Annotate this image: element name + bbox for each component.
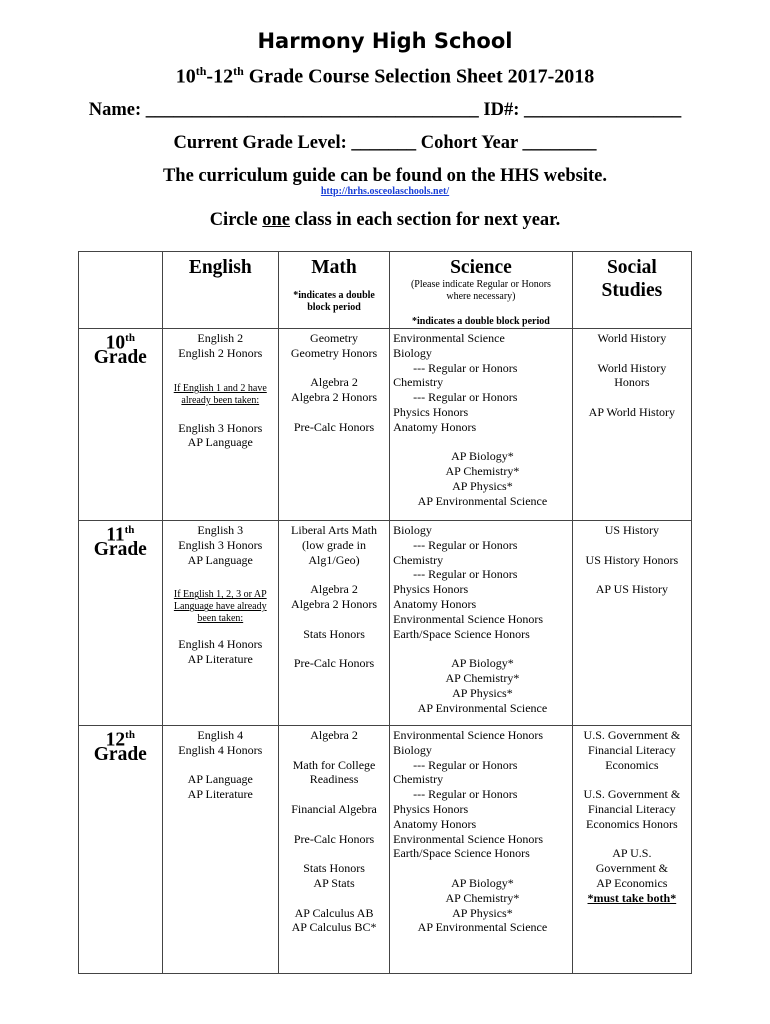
grade-row-11	[79, 521, 692, 726]
english-options-10[interactable]: English 2 English 2 Honors If English 1 and 2 have already been taken: English 3 Honors AP Language	[162, 329, 278, 521]
math-options-11[interactable]: Liberal Arts Math (low grade in Alg1/Geo) Algebra 2 Algebra 2 Honors Stats Honors Pre-Calc Honors	[278, 521, 389, 726]
science-options-12[interactable]: Environmental Science Honors Biology --- Regular or Honors Chemistry --- Regular or Honors Physics Honors Anatomy Honors Environmental Science Honors Earth/Space Science Honors AP Biology* AP Chemistry* AP Physics* AP Environmental Science	[390, 726, 573, 974]
science-options-11[interactable]: Biology --- Regular or Honors Chemistry --- Regular or Honors Physics Honors Anatomy Honors Environmental Science Honors Earth/Space Science Honors AP Biology* AP Chemistry* AP Physics* AP Environmental Science	[390, 521, 573, 726]
instruction-line: Circle one class in each section for next year.	[209, 210, 561, 230]
name-id-line[interactable]: Name: ____________________________________ ID#: _________________	[88, 100, 682, 120]
social-options-12[interactable]: U.S. Government & Financial Literacy Economics U.S. Government & Financial Literacy Economics Honors AP U.S. Government & AP Economics *must take both*	[572, 726, 691, 974]
header-english: English	[162, 252, 278, 329]
header-math: Math *indicates a double block period	[278, 252, 389, 329]
must-take-both-note: *must take both*	[587, 890, 677, 905]
social-options-11[interactable]: US History US History Honors AP US History	[572, 521, 691, 726]
header-science: Science (Please indicate Regular or Honors where necessary) *indicates a double block period	[390, 252, 573, 329]
table-header-row	[79, 252, 692, 329]
grade-cohort-line[interactable]: Current Grade Level: _______ Cohort Year ________	[173, 133, 597, 153]
english-options-11[interactable]: English 3 English 3 Honors AP Language If English 1, 2, 3 or AP Language have already been taken: English 4 Honors AP Literature	[162, 521, 278, 726]
course-table	[78, 251, 692, 974]
science-options-10[interactable]: Environmental Science Biology --- Regular or Honors Chemistry --- Regular or Honors Physics Honors Anatomy Honors AP Biology* AP Chemistry* AP Physics* AP Environmental Science	[390, 329, 573, 521]
website-link-wrap	[0, 186, 770, 197]
curriculum-guide-note: The curriculum guide can be found on the HHS website.	[162, 166, 608, 186]
sheet-title: 10th-12th Grade Course Selection Sheet 2017-2018	[175, 64, 595, 88]
grade-row-10	[79, 329, 692, 521]
school-name: Harmony High School	[257, 29, 513, 53]
website-link[interactable]: http://hrhs.osceolaschools.net/	[320, 186, 450, 197]
grade-row-12	[79, 726, 692, 974]
grade-label-10: 10th Grade	[79, 329, 163, 521]
header-corner	[79, 252, 163, 329]
social-options-10[interactable]: World History World History Honors AP World History	[572, 329, 691, 521]
math-options-12[interactable]: Algebra 2 Math for College Readiness Financial Algebra Pre-Calc Honors Stats Honors AP Stats AP Calculus AB AP Calculus BC*	[278, 726, 389, 974]
header-social-studies: Social Studies	[572, 252, 691, 329]
english-options-12[interactable]: English 4 English 4 Honors AP Language AP Literature	[162, 726, 278, 974]
grade-label-12: 12th Grade	[79, 726, 163, 974]
grade-label-11: 11th Grade	[79, 521, 163, 726]
math-options-10[interactable]: Geometry Geometry Honors Algebra 2 Algebra 2 Honors Pre-Calc Honors	[278, 329, 389, 521]
